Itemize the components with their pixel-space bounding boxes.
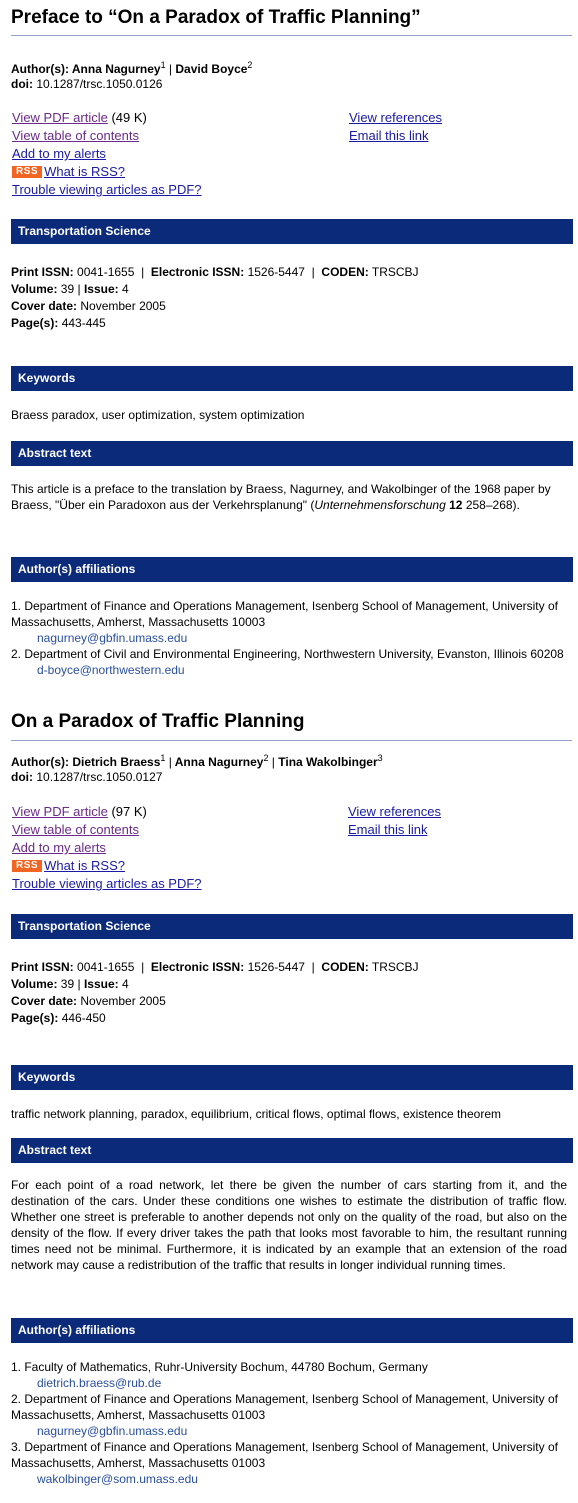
volume-label: Volume: [11,282,58,296]
pdf-size: (49 K) [111,110,147,125]
pages-label: Page(s): [11,1011,59,1025]
volume: 39 [60,282,75,296]
article-links-left [12,803,202,893]
issue-label: Issue: [83,977,119,991]
author-list [11,753,383,769]
cover-date-label: Cover date: [11,994,78,1008]
keywords-header: Keywords [11,1065,573,1090]
add-alerts-link[interactable]: Add to my alerts [12,146,106,161]
journal-header: Transportation Science [11,219,573,244]
cover-date: November 2005 [80,299,166,313]
cover-date-label: Cover date: [11,299,78,313]
coden: TRSCBJ [371,960,419,974]
electronic-issn: 1526-5447 [247,960,305,974]
cover-date: November 2005 [80,994,166,1008]
affiliation-item: 1. Faculty of Mathematics, Ruhr-University Bochum, 44780 Bochum, Germany [11,1360,428,1374]
view-pdf-link[interactable]: View PDF article [12,110,108,125]
what-is-rss-link[interactable]: What is RSS? [44,164,125,179]
abstract-header: Abstract text [11,441,573,466]
pages: 446-450 [61,1011,106,1025]
author-list [11,60,252,76]
pages: 443-445 [61,316,106,330]
abstract-text: For each point of a road network, let there be given the number of cars starting from it, and the destination of the cars. Under these conditions one wishes to estimate the distribution of traffic flow. Whether one street is preferable to another depends not only on the quality of the road, but also on the density of the flow. If every driver takes the path that looks most favorable to him, the resultant running times need not be minimal. Furthermore, it is indicated by an example that an extension of the road network may cause a redistribution of the traffic that results in longer individual running times. [11,1178,567,1272]
coden: TRSCBJ [371,265,419,279]
abstract-header: Abstract text [11,1138,573,1163]
affiliation-email: wakolbinger@som.umass.edu [37,1472,198,1486]
keywords-text: Braess paradox, user optimization, system optimization [11,408,305,422]
view-references-link[interactable]: View references [349,110,442,125]
affiliations-header: Author(s) affiliations [11,1318,573,1343]
author-name: Anna Nagurney [174,755,264,769]
electronic-issn: 1526-5447 [247,265,305,279]
coden-label: CODEN: [321,960,369,974]
affiliations-header: Author(s) affiliations [11,557,573,582]
trouble-pdf-link[interactable]: Trouble viewing articles as PDF? [12,876,202,891]
author-separator: | [271,755,275,769]
affiliation-item: 2. Department of Finance and Operations Management, Isenberg School of Management, University of Massachusetts, Amherst, Massachusetts 01003 [11,1392,558,1422]
affiliations-list [11,1359,571,1487]
affiliation-email: nagurney@gbfin.umass.edu [37,1424,188,1438]
article-links-right [349,109,442,145]
abstract-volume: 12 [449,498,463,512]
author-separator: | [168,62,173,76]
title-divider [11,740,572,741]
electronic-issn-label: Electronic ISSN: [150,960,245,974]
pdf-size: (97 K) [111,804,147,819]
trouble-pdf-link[interactable]: Trouble viewing articles as PDF? [12,182,202,197]
abstract-text-main: This article is a preface to the translation by Braess, Nagurney, and Wakolbinger of the 1968 paper by Braess, "Über ein Paradoxon aus der Verkehrsplanung" ( [11,482,551,512]
view-references-link[interactable]: View references [348,804,441,819]
author-affil-ref: 2 [247,60,253,70]
keywords-header: Keywords [11,366,573,391]
author-name: David Boyce [175,62,248,76]
electronic-issn-label: Electronic ISSN: [150,265,245,279]
coden-label: CODEN: [321,265,369,279]
print-issn: 0041-1655 [77,960,135,974]
author-separator: | [168,755,172,769]
doi-label: doi: [11,77,33,91]
abstract-pages: 258–268). [465,498,520,512]
affiliations-list [11,598,571,678]
doi-value: 10.1287/trsc.1050.0126 [36,77,163,91]
article-title: On a Paradox of Traffic Planning [11,711,305,732]
email-link[interactable]: Email this link [348,822,428,837]
abstract-text [11,481,567,513]
doi-label: doi: [11,770,33,784]
affiliation-email: dietrich.braess@rub.de [37,1376,162,1390]
email-link[interactable]: Email this link [349,128,429,143]
volume: 39 [60,977,75,991]
print-issn: 0041-1655 [77,265,135,279]
article-links-left [12,109,202,199]
affiliation-email: d-boyce@northwestern.edu [37,663,185,677]
print-issn-label: Print ISSN: [11,960,74,974]
author-affil-ref: 1 [160,753,166,763]
abstract-journal-name: Unternehmensforschung [314,498,446,512]
author-name: Tina Wakolbinger [278,755,378,769]
pages-label: Page(s): [11,316,59,330]
print-issn-label: Print ISSN: [11,265,74,279]
affiliation-email: nagurney@gbfin.umass.edu [37,631,188,645]
view-toc-link[interactable]: View table of contents [12,128,139,143]
article-links-right [348,803,441,839]
view-pdf-link[interactable]: View PDF article [12,804,108,819]
author-name: Anna Nagurney [71,62,161,76]
affiliation-item: 2. Department of Civil and Environmental Engineering, Northwestern University, Evanston, Illinois 60208 [11,647,564,661]
author-name: Dietrich Braess [72,755,161,769]
doi-value: 10.1287/trsc.1050.0127 [36,770,163,784]
volume-label: Volume: [11,977,58,991]
authors-label: Author(s): [11,62,69,76]
author-affil-ref: 2 [263,753,269,763]
author-affil-ref: 1 [160,60,166,70]
journal-header: Transportation Science [11,914,573,939]
journal-meta: Print ISSN: 0041-1655 | Electronic ISSN: 1526-5447 | CODEN: TRSCBJ Volume: 39 | Issue: 4 Cover date: November 2005 Page(s): 443-445 [11,265,419,330]
keywords-text: traffic network planning, paradox, equilibrium, critical flows, optimal flows, existence theorem [11,1107,501,1121]
doi-line [11,770,162,784]
view-toc-link[interactable]: View table of contents [12,822,139,837]
what-is-rss-link[interactable]: What is RSS? [44,858,125,873]
issue: 4 [121,977,129,991]
author-affil-ref: 3 [377,753,383,763]
article-title: Preface to “On a Paradox of Traffic Planning” [11,7,421,28]
affiliation-item: 3. Department of Finance and Operations Management, Isenberg School of Management, University of Massachusetts, Amherst, Massachusetts 01003 [11,1440,558,1470]
authors-label: Author(s): [11,755,69,769]
journal-meta: Print ISSN: 0041-1655 | Electronic ISSN: 1526-5447 | CODEN: TRSCBJ Volume: 39 | Issue: 4 Cover date: November 2005 Page(s): 446-450 [11,960,419,1025]
doi-line [11,77,162,91]
issue-label: Issue: [83,282,119,296]
rss-icon[interactable]: RSS [12,860,42,872]
affiliation-item: 1. Department of Finance and Operations Management, Isenberg School of Management, University of Massachusetts, Amherst, Massachusetts 10003 [11,599,558,629]
rss-icon[interactable]: RSS [12,166,42,178]
add-alerts-link[interactable]: Add to my alerts [12,840,106,855]
title-divider [11,35,572,36]
issue: 4 [121,282,129,296]
